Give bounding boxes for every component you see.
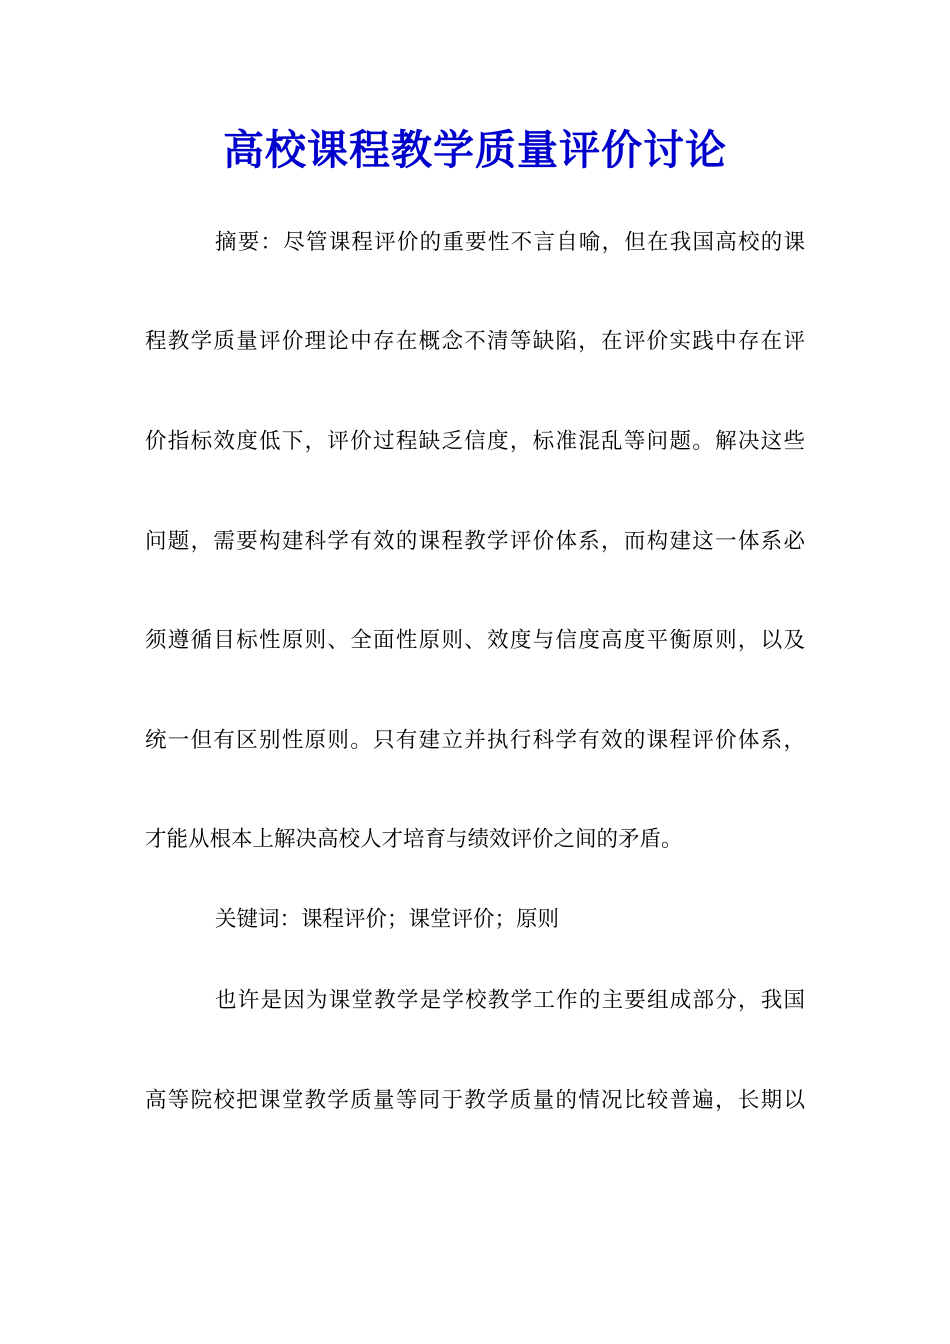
keywords-line: 关键词：课程评价；课堂评价；原则: [215, 907, 560, 932]
abstract-line-2: 程教学质量评价理论中存在概念不清等缺陷，在评价实践中存在评: [145, 329, 805, 354]
body-line-1: 也许是因为课堂教学是学校教学工作的主要组成部分，我国: [215, 988, 805, 1013]
abstract-line-3: 价指标效度低下，评价过程缺乏信度，标准混乱等问题。解决这些: [145, 429, 805, 454]
abstract-line-1: 摘要：尽管课程评价的重要性不言自喻，但在我国高校的课: [215, 230, 805, 255]
body-line-2: 高等院校把课堂教学质量等同于教学质量的情况比较普遍，长期以: [145, 1088, 805, 1113]
abstract-line-7: 才能从根本上解决高校人才培育与绩效评价之间的矛盾。: [145, 827, 683, 852]
document-title: 高校课程教学质量评价讨论: [223, 126, 727, 174]
abstract-line-5: 须遵循目标性原则、全面性原则、效度与信度高度平衡原则，以及: [145, 628, 805, 653]
abstract-line-6: 统一但有区别性原则。只有建立并执行科学有效的课程评价体系，: [145, 728, 805, 753]
abstract-line-4: 问题，需要构建科学有效的课程教学评价体系，而构建这一体系必: [145, 529, 805, 554]
